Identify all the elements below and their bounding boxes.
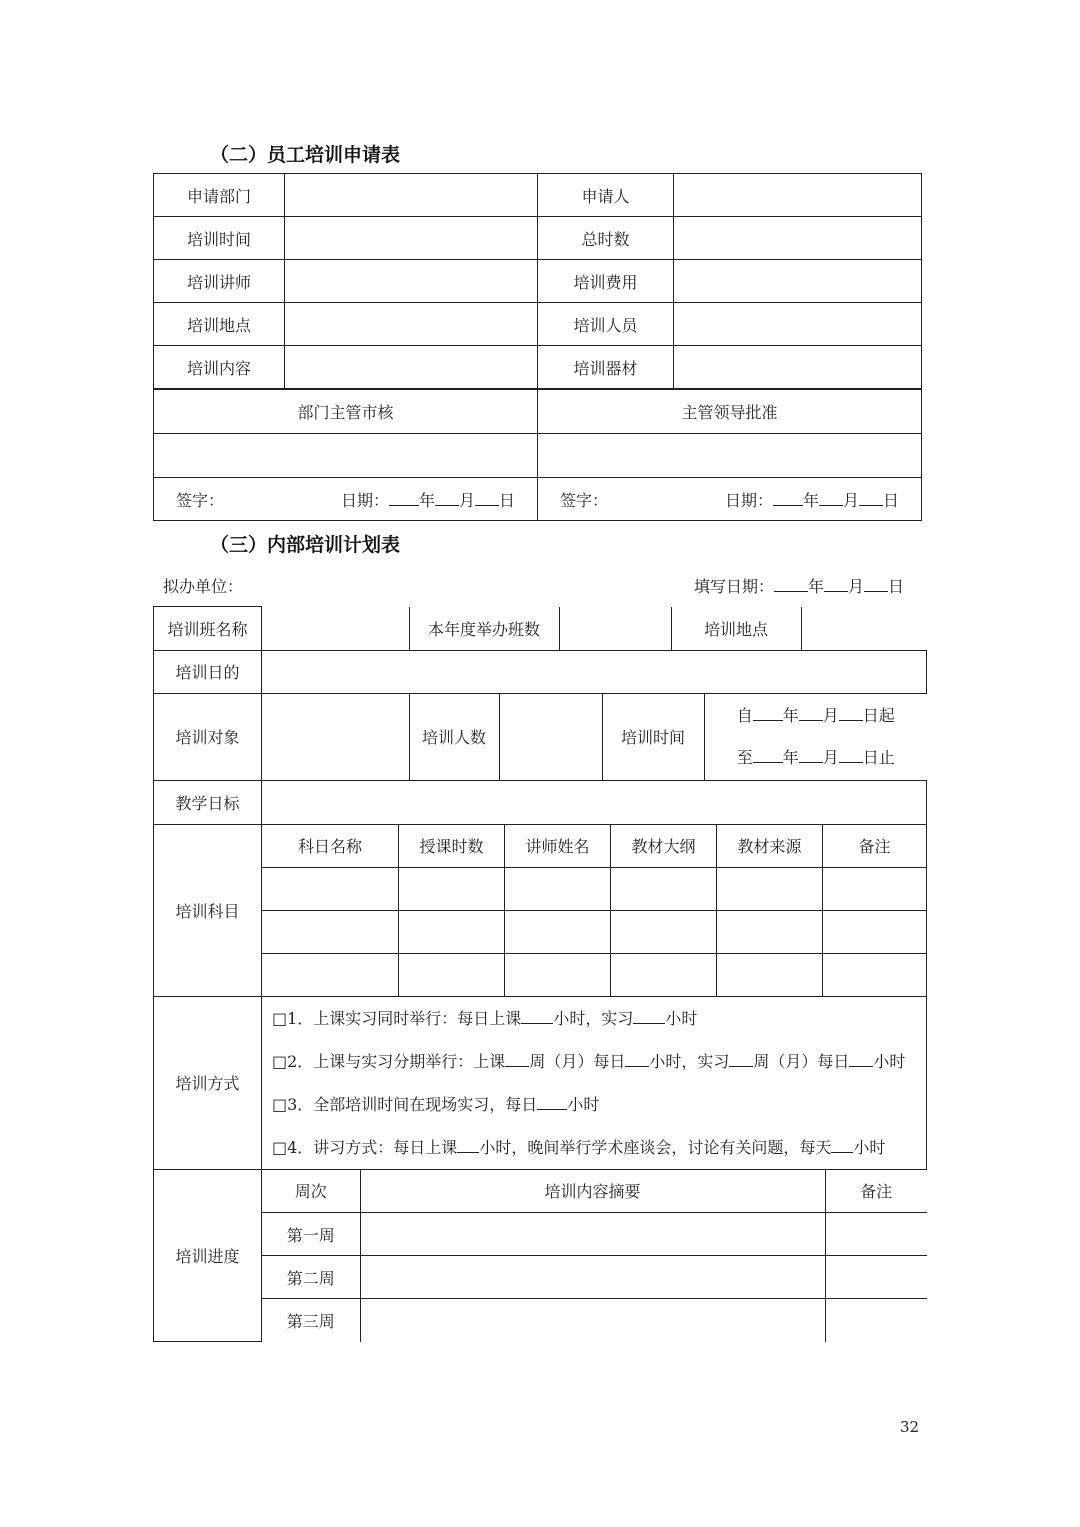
equipment-field[interactable] <box>674 346 922 389</box>
location-field[interactable] <box>285 303 538 346</box>
subject-cell[interactable] <box>399 867 505 910</box>
subject-header: 授课时数 <box>399 824 505 867</box>
label-headcount: 培训人数 <box>409 694 499 780</box>
subject-cell[interactable] <box>823 910 927 953</box>
label-teaching-goal: 教学日标 <box>154 780 262 824</box>
content-field[interactable] <box>285 346 538 389</box>
lecturer-field[interactable] <box>285 260 538 303</box>
label-applicant: 申请人 <box>538 174 674 217</box>
subject-cell[interactable] <box>823 867 927 910</box>
label-method: 培训方式 <box>154 996 262 1169</box>
section2-title: （二）员工培训申请表 <box>210 144 401 166</box>
sign-label: 签字： <box>560 490 609 510</box>
subject-header: 讲师姓名 <box>505 824 611 867</box>
method-option-2[interactable]: □2．上课与实习分期举行：上课 周（月）每日 小时，实习 周（月）每日 小时 <box>272 1051 906 1071</box>
label-content: 培训内容 <box>154 346 285 389</box>
subject-cell[interactable] <box>611 910 717 953</box>
progress-header: 周次 <box>262 1170 360 1213</box>
label-purpose: 培训日的 <box>154 650 262 693</box>
label-train-time: 培训时间 <box>154 217 285 260</box>
method-option-1[interactable]: □1．上课实习同时举行：每日上课 小时，实习 小时 <box>272 1008 698 1028</box>
label-total-hours: 总时数 <box>538 217 674 260</box>
subject-cell[interactable] <box>505 867 611 910</box>
week-label: 第二周 <box>262 1256 360 1299</box>
dept-field[interactable] <box>285 174 538 217</box>
subject-cell[interactable] <box>262 867 399 910</box>
subject-header: 科日名称 <box>262 824 399 867</box>
label-personnel: 培训人员 <box>538 303 674 346</box>
week-label: 第三周 <box>262 1299 360 1342</box>
week-summary-field[interactable] <box>360 1299 825 1342</box>
subject-cell[interactable] <box>399 910 505 953</box>
class-name-field[interactable] <box>262 607 409 650</box>
progress-header: 备注 <box>825 1170 927 1213</box>
label-location: 培训地点 <box>154 303 285 346</box>
total-hours-field[interactable] <box>674 217 922 260</box>
subject-header: 教材来源 <box>717 824 823 867</box>
subject-cell[interactable] <box>717 953 823 996</box>
plan-location-field[interactable] <box>801 607 927 650</box>
section3-title: （三）内部培训计划表 <box>210 534 401 556</box>
subject-cell[interactable] <box>505 910 611 953</box>
unit-label: 拟办单位： <box>163 577 244 596</box>
label-lecturer: 培训讲师 <box>154 260 285 303</box>
label-progress: 培训进度 <box>154 1169 262 1342</box>
week-label: 第一周 <box>262 1213 360 1256</box>
training-application-table <box>153 173 922 389</box>
sign-cell-right <box>538 478 922 521</box>
cost-field[interactable] <box>674 260 922 303</box>
subject-cell[interactable] <box>505 953 611 996</box>
target-field[interactable] <box>262 694 409 780</box>
label-plan-location: 培训地点 <box>671 607 801 650</box>
label-cost: 培训费用 <box>538 260 674 303</box>
method-option-4[interactable]: □4．讲习方式：每日上课 小时，晚间举行学术座谈会，讨论有关问题，每天 小时 <box>272 1137 886 1157</box>
personnel-field[interactable] <box>674 303 922 346</box>
week-remark-field[interactable] <box>825 1213 927 1256</box>
method-option-3[interactable]: □3．全部培训时间在现场实习，每日 小时 <box>272 1094 600 1114</box>
subject-header: 教材大纲 <box>611 824 717 867</box>
teaching-goal-field[interactable] <box>262 780 927 824</box>
subject-cell[interactable] <box>611 867 717 910</box>
week-remark-field[interactable] <box>825 1299 927 1342</box>
subject-cell[interactable] <box>717 910 823 953</box>
approval-dept-head-field[interactable] <box>154 434 538 478</box>
training-plan-table <box>153 606 927 1342</box>
sign-label: 签字： <box>176 490 225 510</box>
label-subjects: 培训科目 <box>154 824 262 996</box>
label-plan-time: 培训时间 <box>602 694 704 780</box>
label-class-name: 培训班名称 <box>154 607 262 651</box>
subject-cell[interactable] <box>611 953 717 996</box>
week-summary-field[interactable] <box>360 1256 825 1299</box>
subject-cell[interactable] <box>399 953 505 996</box>
approval-leader-field[interactable] <box>538 434 922 478</box>
approval-table <box>153 389 922 521</box>
fill-date: 填写日期： 年 月 日 <box>694 577 905 596</box>
headcount-field[interactable] <box>499 694 602 780</box>
subject-cell[interactable] <box>262 953 399 996</box>
subject-cell[interactable] <box>717 867 823 910</box>
label-dept: 申请部门 <box>154 174 285 217</box>
train-time-field[interactable] <box>285 217 538 260</box>
week-remark-field[interactable] <box>825 1256 927 1299</box>
progress-header: 培训内容摘要 <box>360 1170 825 1213</box>
approval-dept-head-label: 部门主管市核 <box>154 390 538 434</box>
label-target: 培训对象 <box>154 693 262 780</box>
sign-date: 日期： 年 月 日 <box>724 490 899 510</box>
annual-count-field[interactable] <box>559 607 671 650</box>
label-annual-count: 本年度举办班数 <box>409 607 559 650</box>
subject-cell[interactable] <box>262 910 399 953</box>
sign-date: 日期： 年 月 日 <box>340 490 515 510</box>
applicant-field[interactable] <box>674 174 922 217</box>
subject-cell[interactable] <box>823 953 927 996</box>
method-options <box>262 996 927 1169</box>
approval-leader-label: 主管领导批准 <box>538 390 922 434</box>
label-equipment: 培训器材 <box>538 346 674 389</box>
sign-cell-left <box>154 478 538 521</box>
time-range: 自 年 月 日起 至 年 月 日止 <box>704 694 927 780</box>
purpose-field[interactable] <box>262 650 927 693</box>
page-number: 32 <box>900 1418 920 1436</box>
subject-header: 备注 <box>823 824 927 867</box>
week-summary-field[interactable] <box>360 1213 825 1256</box>
